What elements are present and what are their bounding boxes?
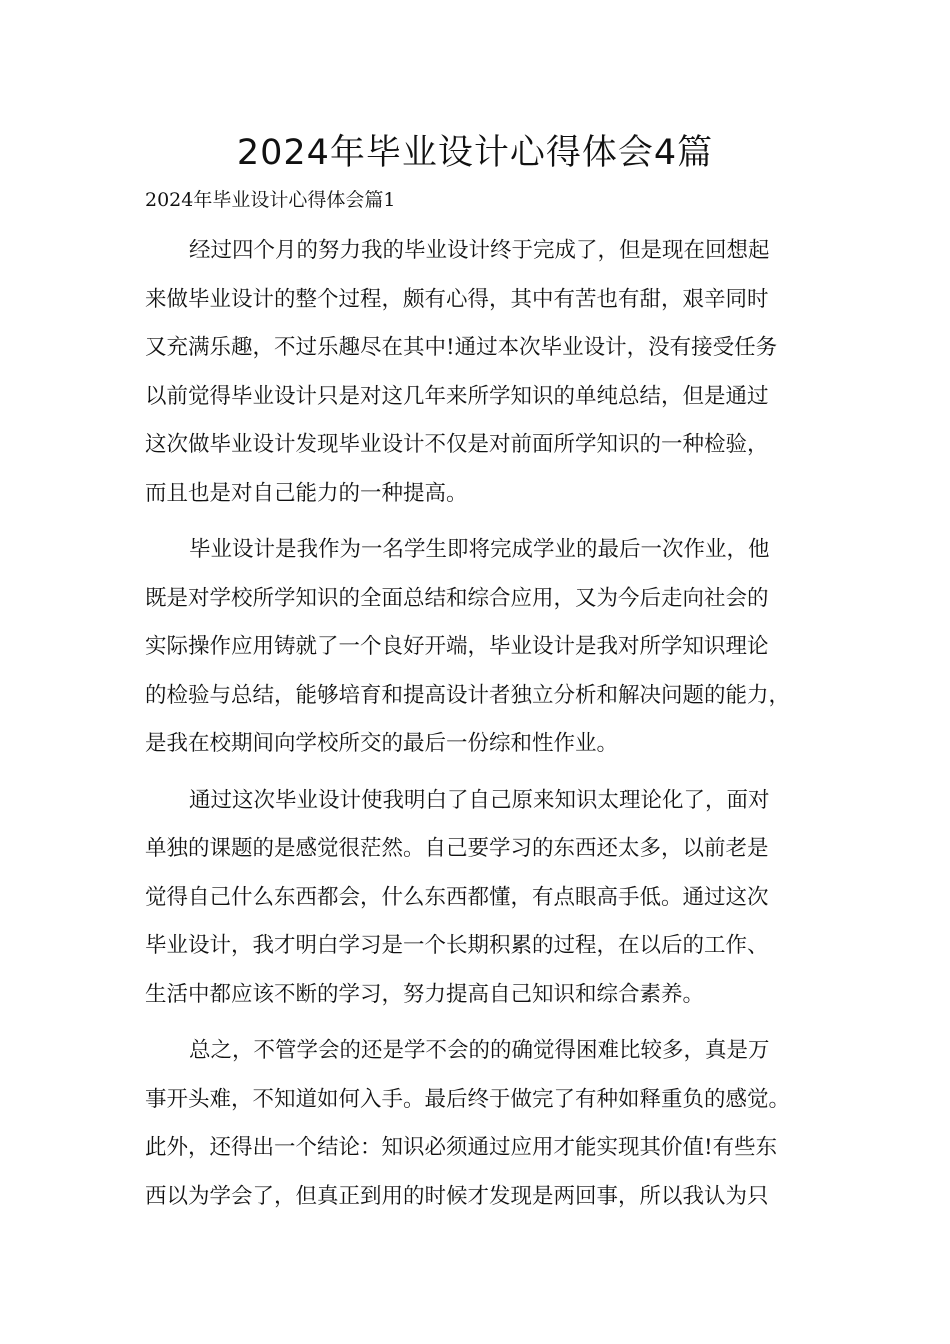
paragraph-line: 是我在校期间向学校所交的最后一份综和性作业。 <box>145 731 619 756</box>
paragraph-3 <box>145 777 835 1020</box>
paragraph-line: 觉得自己什么东西都会，什么东西都懂，有点眼高手低。通过这次 <box>145 884 769 910</box>
paragraph-line: 此外，还得出一个结论：知识必须通过应用才能实现其价值!有些东 <box>145 1135 778 1160</box>
paragraph-4 <box>145 1027 835 1221</box>
document-body <box>145 227 835 1229</box>
paragraph-line: 的检验与总结，能够培育和提高设计者独立分析和解决问题的能力， <box>145 682 791 708</box>
section-heading: 2024年毕业设计心得体会篇1 <box>145 189 396 211</box>
paragraph-line: 以前觉得毕业设计只是对这几年来所学知识的单纯总结，但是通过 <box>145 383 769 409</box>
paragraph-line: 单独的课题的是感觉很茫然。自己要学习的东西还太多，以前老是 <box>145 836 769 861</box>
paragraph-line: 实际操作应用铸就了一个良好开端，毕业设计是我对所学知识理论 <box>145 634 769 659</box>
paragraph-line: 经过四个月的努力我的毕业设计终于完成了，但是现在回想起 <box>189 238 770 263</box>
paragraph-line: 事开头难，不知道如何入手。最后终于做完了有种如释重负的感觉。 <box>145 1086 791 1112</box>
paragraph-line: 既是对学校所学知识的全面总结和综合应用，又为今后走向社会的 <box>145 585 769 611</box>
paragraph-1 <box>145 227 835 518</box>
paragraph-line: 来做毕业设计的整个过程，颇有心得，其中有苦也有甜，艰辛同时 <box>145 286 769 312</box>
paragraph-line: 又充满乐趣，不过乐趣尽在其中!通过本次毕业设计，没有接受任务 <box>145 335 778 360</box>
paragraph-line: 毕业设计，我才明白学习是一个长期积累的过程，在以后的工作、 <box>145 933 769 958</box>
paragraph-line: 生活中都应该不断的学习，努力提高自己知识和综合素养。 <box>145 981 705 1007</box>
paragraph-line: 通过这次毕业设计使我明白了自己原来知识太理论化了，面对 <box>189 787 770 813</box>
paragraph-2 <box>145 526 835 769</box>
paragraph-line: 总之，不管学会的还是学不会的的确觉得困难比较多，真是万 <box>189 1038 770 1063</box>
paragraph-line: 毕业设计是我作为一名学生即将完成学业的最后一次作业，他 <box>189 537 770 562</box>
paragraph-line: 这次做毕业设计发现毕业设计不仅是对前面所学知识的一种检验， <box>145 432 769 457</box>
document-title: 2024年毕业设计心得体会4篇 <box>236 133 714 173</box>
paragraph-line: 而且也是对自己能力的一种提高。 <box>145 480 468 506</box>
paragraph-line: 西以为学会了，但真正到用的时候才发现是两回事，所以我认为只 <box>145 1183 769 1209</box>
